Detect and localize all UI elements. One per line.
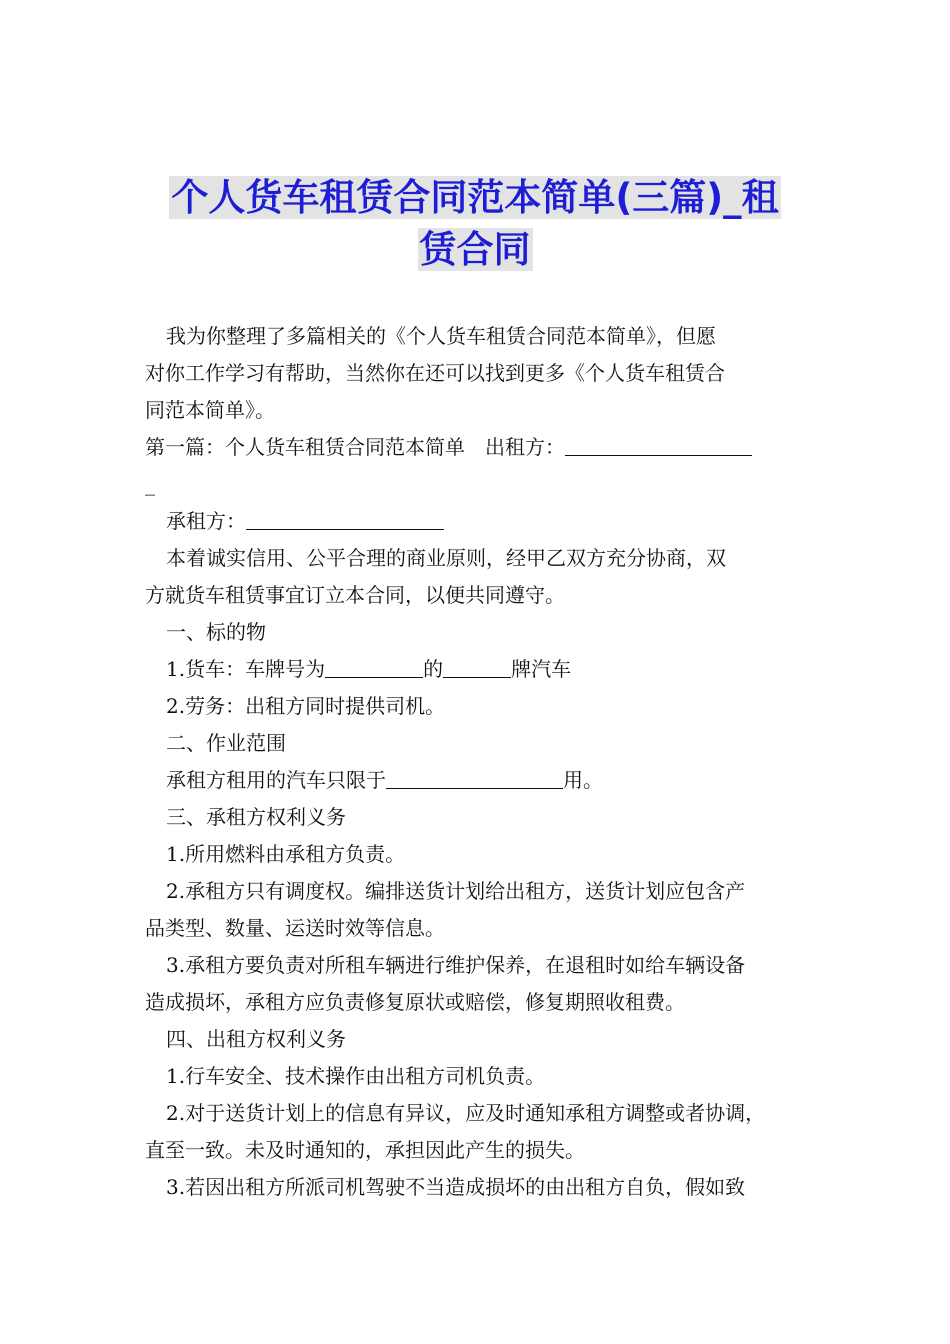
clause-text: 牌汽车 [511, 657, 572, 681]
clause-text: 1.货车：车牌号为 [166, 657, 326, 681]
vehicle-brand-blank [443, 655, 511, 678]
section-heading: 四、出租方权利义务 [166, 1027, 346, 1051]
lessor-blank-tail: _ [145, 472, 155, 496]
section-heading: 三、承租方权利义务 [166, 805, 346, 829]
clause-line: 2.劳务：出租方同时提供司机。 [166, 694, 446, 718]
clause-text: 的 [423, 657, 444, 681]
title-text-1: 个人货车租赁合同范本简单(三篇)_租 [171, 176, 779, 219]
clause-line: 3.若因出租方所派司机驾驶不当造成损坏的由出租方自负，假如致 [166, 1175, 746, 1199]
clause-line: 品类型、数量、运送时效等信息。 [145, 916, 445, 940]
lessee-label: 承租方： [166, 509, 246, 533]
clause-line [145, 762, 810, 799]
document-title-line-2 [100, 224, 850, 276]
paragraph-line: 对你工作学习有帮助，当然你在还可以找到更多《个人货车租赁合 [145, 361, 725, 385]
document-body [145, 318, 810, 1206]
clause-line: 2.承租方只有调度权。编排送货计划给出租方，送货计划应包含产 [166, 879, 746, 903]
document-title-line-1 [100, 172, 850, 224]
clause-text: 承租方租用的汽车只限于 [166, 768, 386, 792]
scope-blank [386, 766, 563, 789]
plate-number-blank [325, 655, 423, 678]
lessor-blank [565, 433, 752, 456]
part-one-heading [145, 429, 810, 466]
paragraph-line: 同范本简单》。 [145, 398, 275, 422]
clause-line: 1.行车安全、技术操作由出租方司机负责。 [166, 1064, 546, 1088]
clause-line: 直至一致。未及时通知的，承担因此产生的损失。 [145, 1138, 585, 1162]
clause-line: 造成损坏，承租方应负责修复原状或赔偿，修复期照收租费。 [145, 990, 685, 1014]
clause-line [145, 651, 810, 688]
clause-line: 3.承租方要负责对所租车辆进行维护保养，在退租时如给车辆设备 [166, 953, 746, 977]
section-heading: 二、作业范围 [166, 731, 286, 755]
section-heading: 一、标的物 [166, 620, 266, 644]
part-one-text: 第一篇：个人货车租赁合同范本简单 出租方： [145, 435, 565, 459]
paragraph-line: 本着诚实信用、公平合理的商业原则，经甲乙双方充分协商，双 [166, 546, 726, 570]
clause-text: 用。 [563, 768, 603, 792]
lessee-blank [246, 507, 444, 530]
title-text-2: 赁合同 [419, 228, 531, 271]
paragraph-line: 我为你整理了多篇相关的《个人货车租赁合同范本简单》，但愿 [166, 324, 716, 348]
lessee-line [145, 503, 810, 540]
paragraph-line: 方就货车租赁事宜订立本合同，以便共同遵守。 [145, 583, 565, 607]
clause-line: 2.对于送货计划上的信息有异议，应及时通知承租方调整或者协调， [166, 1101, 766, 1125]
clause-line: 1.所用燃料由承租方负责。 [166, 842, 406, 866]
